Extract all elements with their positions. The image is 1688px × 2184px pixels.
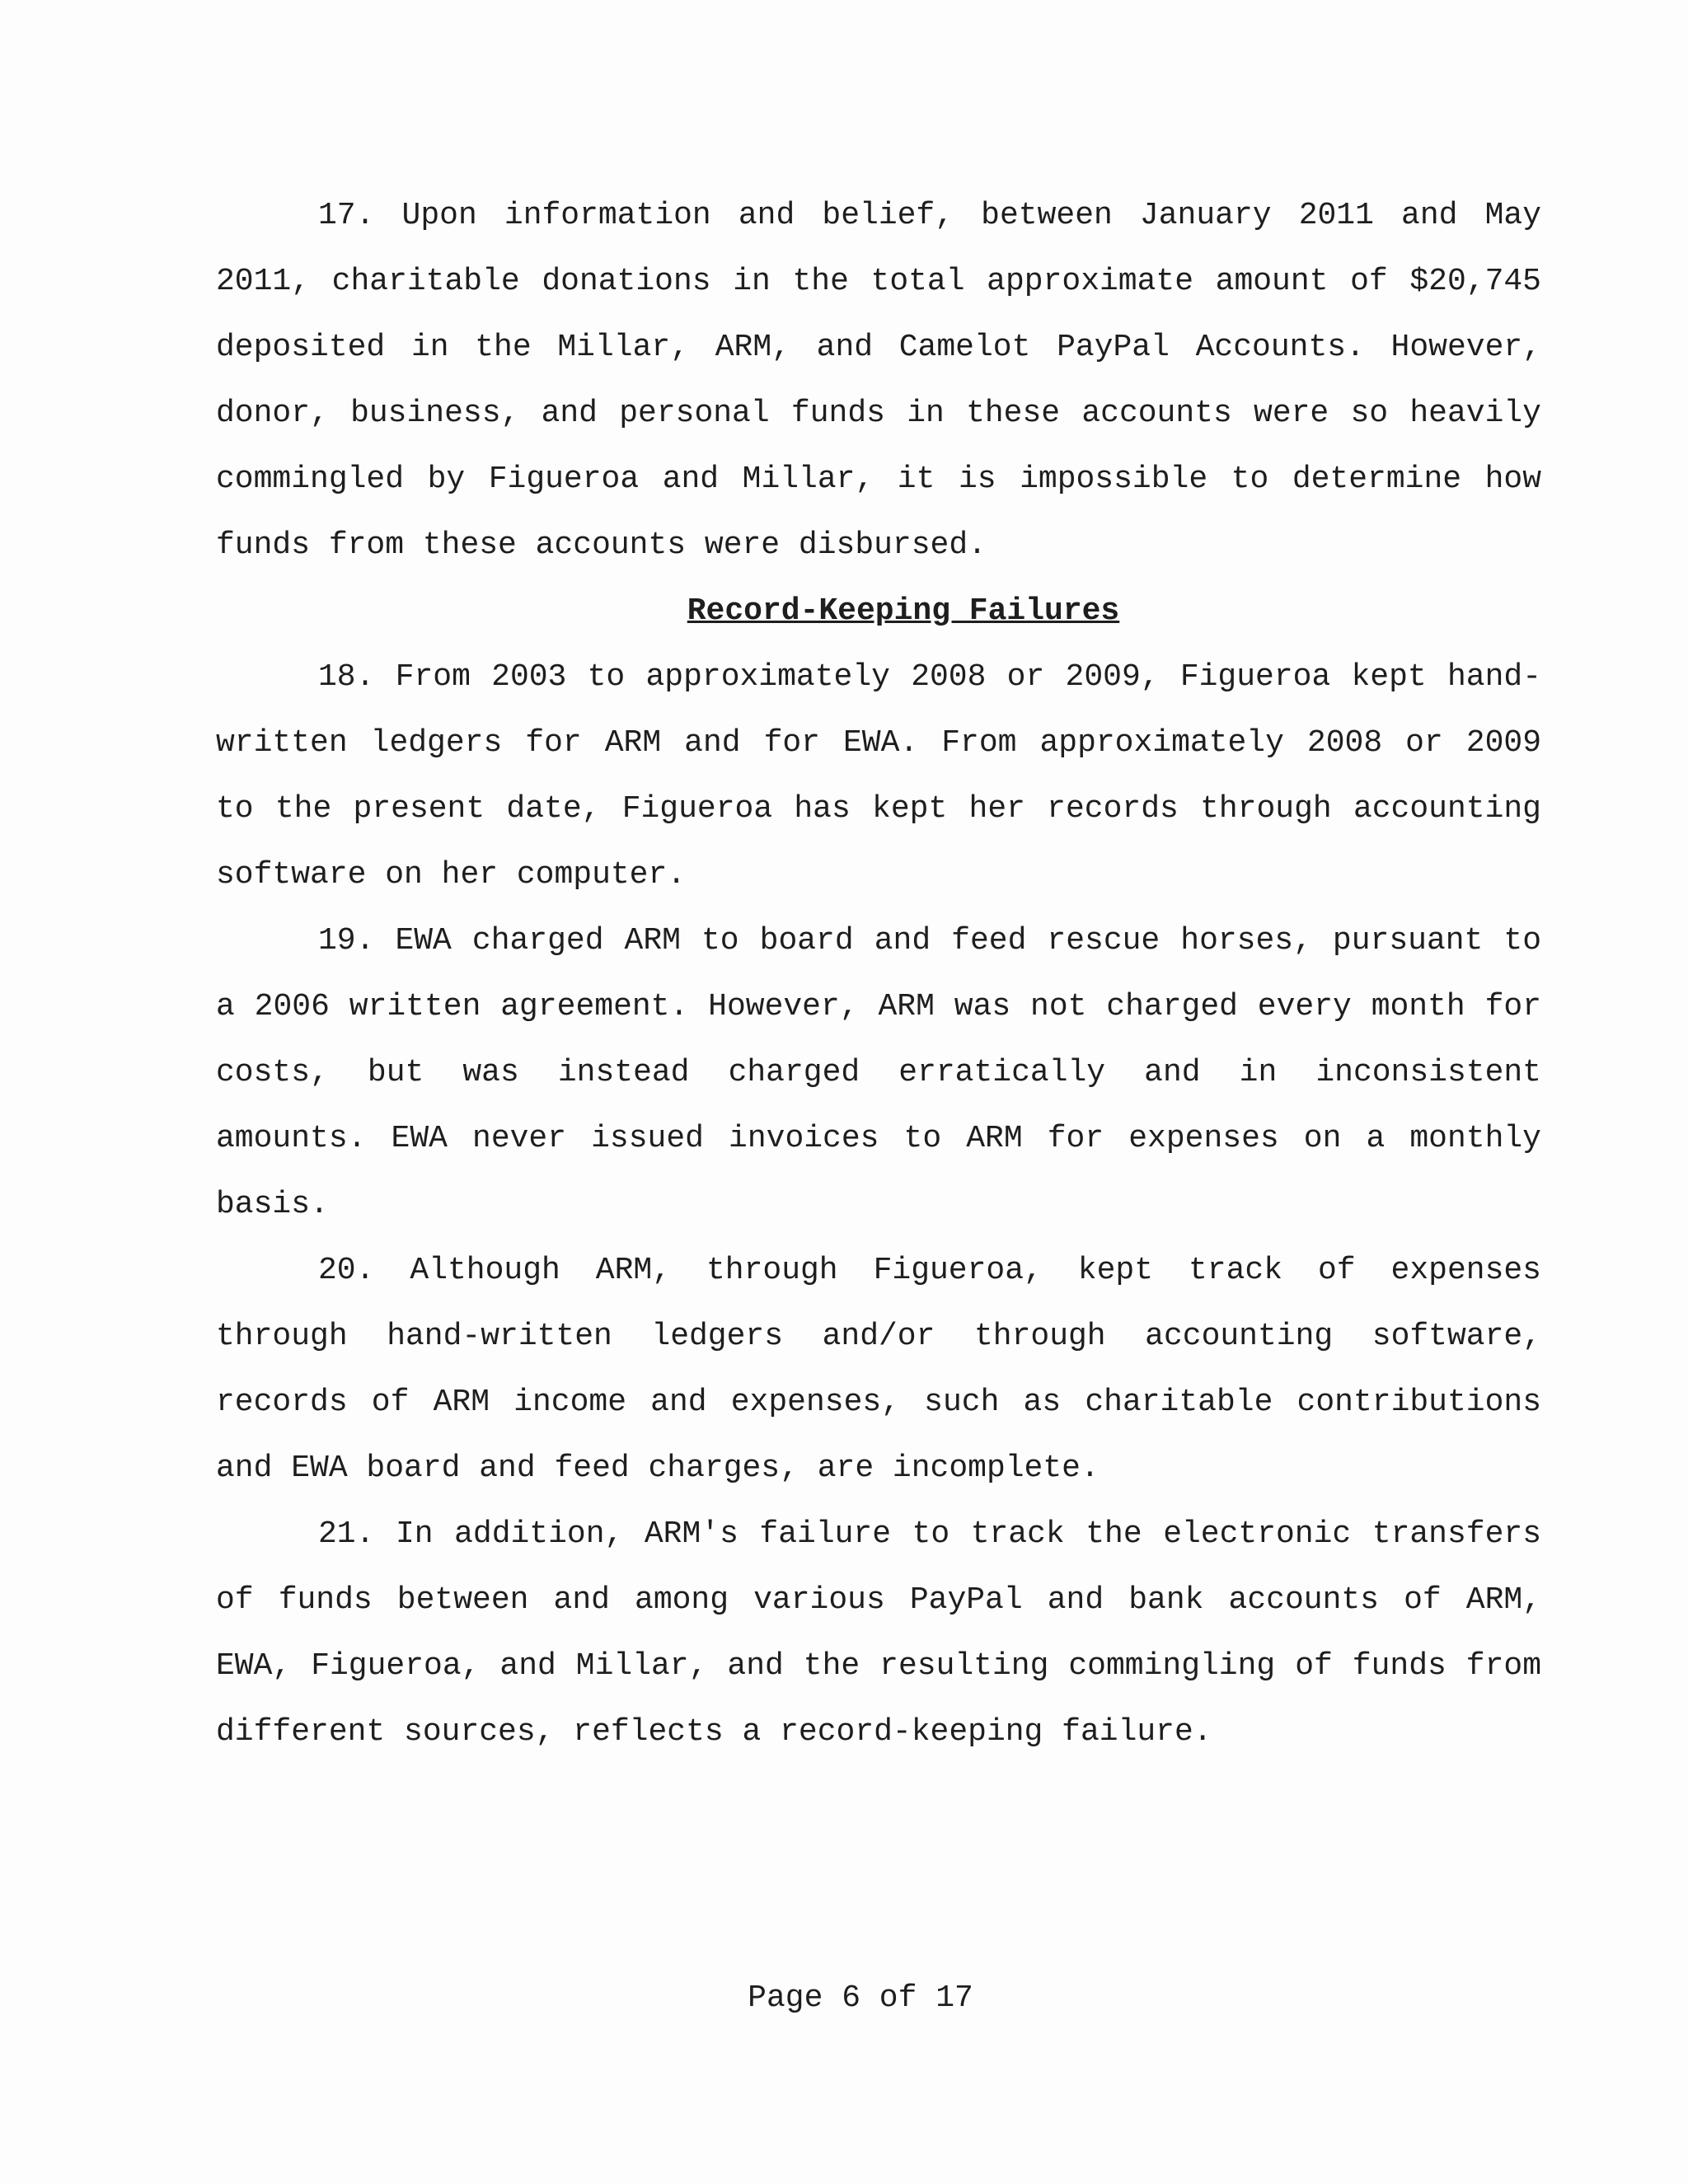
paragraph-20: 20. Although ARM, through Figueroa, kept track of expenses through hand-written ledgers and/or through accounting software, records of ARM income and expenses, such as charitable contributions and EWA board and feed charges, are incomplete. bbox=[216, 1253, 1541, 1486]
section-heading: Record-Keeping Failures bbox=[687, 593, 1120, 629]
page-number-footer: Page 6 of 17 bbox=[748, 1980, 973, 2016]
paragraph-21: 21. In addition, ARM's failure to track the electronic transfers of funds between and among various PayPal and bank accounts of ARM, EWA, Figueroa, and Millar, and the resulting commingling of funds from different sources, reflects a record-keeping failure. bbox=[216, 1516, 1541, 1750]
document-body bbox=[216, 183, 1541, 1765]
paragraph-17: 17. Upon information and belief, between January 2011 and May 2011, charitable donations in the total approximate amount of $20,745 deposited in the Millar, ARM, and Camelot PayPal Accounts. However, donor, business, and personal funds in these accounts were so heavily commingled by Figueroa and Millar, it is impossible to determine how funds from these accounts were disbursed. bbox=[216, 198, 1541, 563]
paragraph-19: 19. EWA charged ARM to board and feed rescue horses, pursuant to a 2006 written agreement. However, ARM was not charged every month for costs, but was instead charged erratically and in inconsistent amounts. EWA never issued invoices to ARM for expenses on a monthly basis. bbox=[216, 923, 1541, 1222]
paragraph-18: 18. From 2003 to approximately 2008 or 2009, Figueroa kept hand-written ledgers for ARM and for EWA. From approximately 2008 or 2009 to the present date, Figueroa has kept her records through accounting software on her computer. bbox=[216, 659, 1541, 893]
